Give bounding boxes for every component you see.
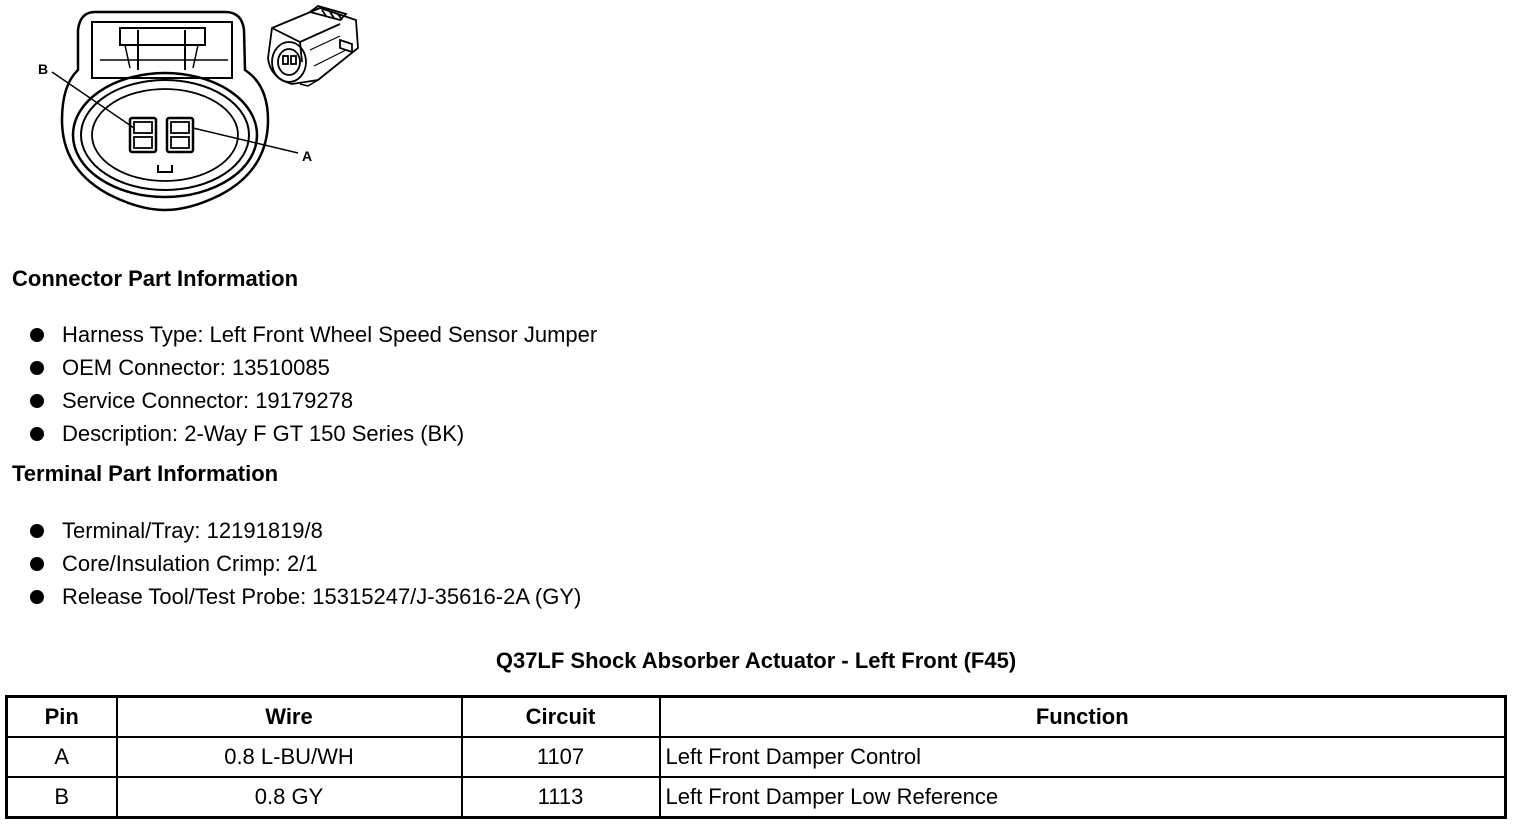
column-header-circuit: Circuit <box>462 697 660 738</box>
list-item-text: OEM Connector: 13510085 <box>62 355 330 380</box>
bullet-icon <box>30 590 44 604</box>
connector-3d-thumbnail-icon <box>268 6 358 86</box>
list-item-text: Harness Type: Left Front Wheel Speed Sensor Jumper <box>62 322 598 347</box>
list-item <box>28 547 581 580</box>
table-row <box>7 777 1506 818</box>
function-cell: Left Front Damper Control <box>660 737 1506 777</box>
pinout-table <box>5 695 1507 819</box>
list-item-text: Core/Insulation Crimp: 2/1 <box>62 551 318 576</box>
list-item <box>28 417 597 450</box>
connector-part-info-list <box>28 318 597 450</box>
list-item <box>28 580 581 613</box>
list-item <box>28 514 581 547</box>
bullet-icon <box>30 557 44 571</box>
connector-diagram <box>0 0 400 230</box>
pin-label-a: A <box>302 148 313 164</box>
bullet-icon <box>30 427 44 441</box>
pin-label-b: B <box>38 61 49 77</box>
list-item-text: Release Tool/Test Probe: 15315247/J-35616-2A (GY) <box>62 584 582 609</box>
terminal-part-info-heading: Terminal Part Information <box>12 461 279 486</box>
pin-cell: B <box>7 777 117 818</box>
list-item <box>28 318 597 351</box>
bullet-icon <box>30 394 44 408</box>
bullet-icon <box>30 361 44 375</box>
column-header-function: Function <box>660 697 1506 738</box>
list-item <box>28 384 597 417</box>
list-item <box>28 351 597 384</box>
table-header-row <box>7 697 1506 738</box>
list-item-text: Service Connector: 19179278 <box>62 388 354 413</box>
table-title: Q37LF Shock Absorber Actuator - Left Front (F45) <box>495 648 1017 673</box>
terminal-part-info-list <box>28 514 581 613</box>
column-header-pin: Pin <box>7 697 117 738</box>
circuit-cell: 1107 <box>462 737 660 777</box>
function-cell: Left Front Damper Low Reference <box>660 777 1506 818</box>
connector-part-info-heading: Connector Part Information <box>12 266 299 291</box>
pin-cell: A <box>7 737 117 777</box>
wire-cell: 0.8 GY <box>117 777 462 818</box>
bullet-icon <box>30 524 44 538</box>
list-item-text: Description: 2-Way F GT 150 Series (BK) <box>62 421 465 446</box>
bullet-icon <box>30 328 44 342</box>
connector-face-view-icon <box>52 12 298 210</box>
wire-cell: 0.8 L-BU/WH <box>117 737 462 777</box>
circuit-cell: 1113 <box>462 777 660 818</box>
column-header-wire: Wire <box>117 697 462 738</box>
table-row <box>7 737 1506 777</box>
list-item-text: Terminal/Tray: 12191819/8 <box>62 518 323 543</box>
